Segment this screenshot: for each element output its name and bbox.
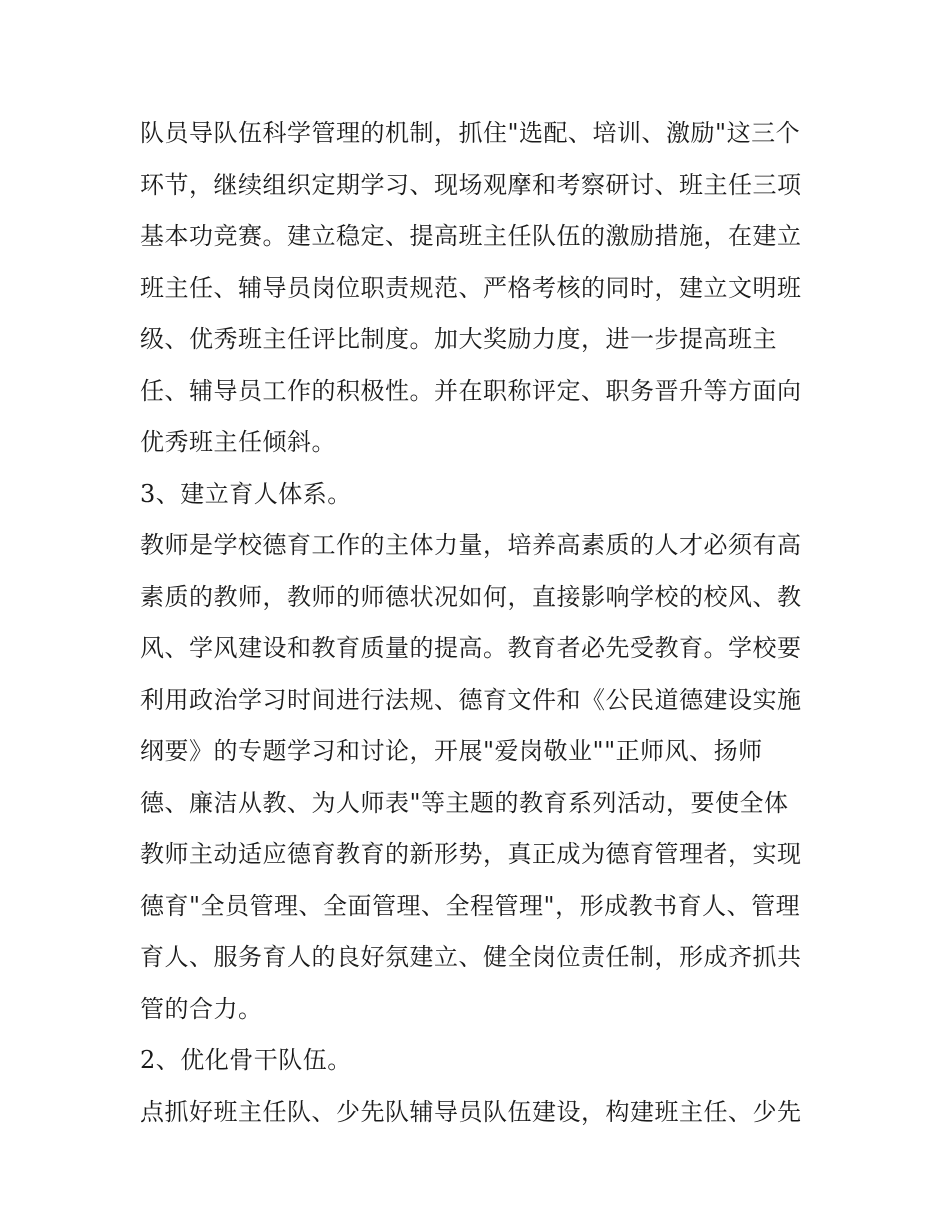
body-text — [140, 108, 830, 1138]
text-line: 级、优秀班主任评比制度。加大奖励力度，进一步提高班主 — [140, 325, 777, 353]
text-line: 基本功竞赛。建立稳定、提高班主任队伍的激励措施，在建立 — [140, 222, 802, 250]
text-line: 点抓好班主任队、少先队辅导员队伍建设，构建班主任、少先 — [140, 1097, 802, 1126]
text-line: 管的合力。 — [140, 994, 263, 1023]
text-line: 任、辅导员工作的积极性。并在职称评定、职务晋升等方面向 — [140, 376, 802, 405]
text-line: 素质的教师，教师的师德状况如何，直接影响学校的校风、教 — [140, 582, 802, 611]
text-line: 教师是学校德育工作的主体力量，培养高素质的人才必须有高 — [140, 531, 802, 559]
text-line: 队员导队伍科学管理的机制，抓住"选配、培训、激励"这三个 — [140, 119, 801, 147]
text-line: 德、廉洁从教、为人师表"等主题的教育系列活动，要使全体 — [140, 788, 789, 817]
text-line: 利用政治学习时间进行法规、德育文件和《公民道德建设实施 — [140, 685, 802, 714]
text-line: 班主任、辅导员岗位职责规范、严格考核的同时，建立文明班 — [140, 273, 802, 302]
text-line: 纲要》的专题学习和讨论，开展"爱岗敬业""正师风、扬师 — [140, 737, 763, 765]
text-line: 优秀班主任倾斜。 — [140, 428, 336, 456]
text-line: 育人、服务育人的良好氛建立、健全岗位责任制，形成齐抓共 — [140, 943, 802, 971]
section-heading: 2、优化骨干队伍。 — [140, 1046, 352, 1074]
section-heading: 3、建立育人体系。 — [140, 479, 352, 508]
text-line: 教师主动适应德育教育的新形势，真正成为德育管理者，实现 — [140, 840, 802, 868]
text-line: 环节，继续组织定期学习、现场观摩和考察研讨、班主任三项 — [140, 170, 802, 199]
text-line: 德育"全员管理、全面管理、全程管理"，形成教书育人、管理 — [140, 891, 801, 920]
text-line: 风、学风建设和教育质量的提高。教育者必先受教育。学校要 — [140, 634, 802, 662]
